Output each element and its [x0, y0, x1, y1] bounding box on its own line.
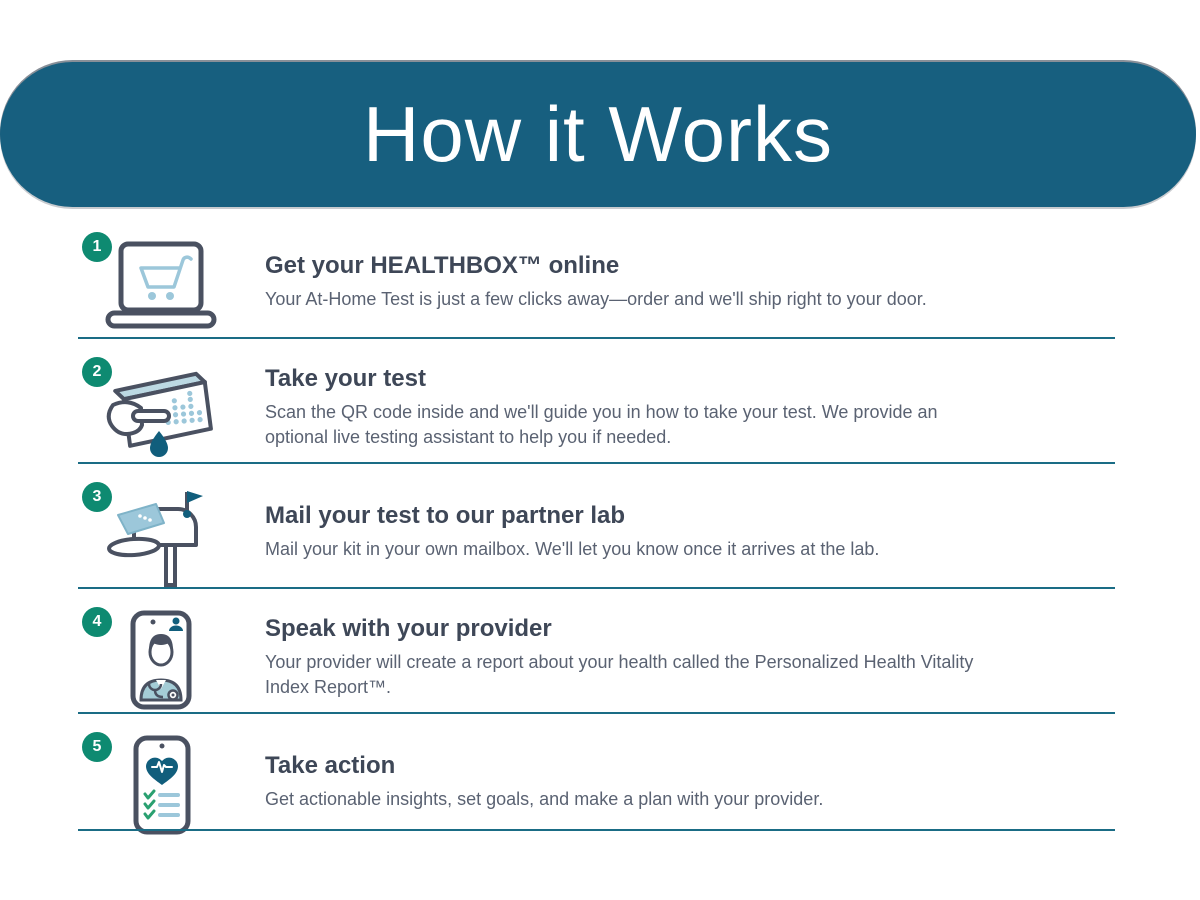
page-title: How it Works: [363, 90, 833, 178]
step-title: Take action: [265, 752, 396, 779]
step-text-3: [265, 482, 1115, 582]
step-number-badge: 2: [82, 357, 112, 387]
step-title: Mail your test to our partner lab: [265, 502, 626, 529]
video-call-icon: [100, 609, 222, 711]
step-description: Get actionable insights, set goals, and make a plan with your provider.: [265, 789, 824, 809]
step-number-badge: 1: [82, 232, 112, 262]
step-title: Get your HEALTHBOX™ online: [265, 252, 620, 279]
divider: [78, 712, 1115, 714]
step-text-5: [265, 732, 1115, 832]
step-row-5: [78, 732, 1115, 838]
divider: [78, 337, 1115, 339]
step-text-1: [265, 232, 1115, 332]
step-description: Index Report™.: [265, 676, 392, 697]
step-description: optional live testing assistant to help you if needed.: [265, 426, 672, 447]
step-text-4: [265, 607, 1115, 707]
step-description: Scan the QR code inside and we'll guide you in how to take your test. We provide an: [265, 401, 938, 422]
step-row-2: [78, 357, 1115, 463]
step-number-badge: 5: [82, 732, 112, 762]
mailbox-icon: [100, 484, 222, 586]
step-title: Take your test: [265, 364, 426, 392]
step-description: Your At-Home Test is just a few clicks away—order and we'll ship right to your door.: [265, 289, 927, 309]
step-number-badge: 4: [82, 607, 112, 637]
divider: [78, 587, 1115, 589]
step-row-1: [78, 232, 1115, 338]
step-title: Speak with your provider: [265, 614, 552, 642]
test-box-icon: [100, 359, 222, 461]
step-description: Mail your kit in your own mailbox. We'll let you know once it arrives at the lab.: [265, 539, 880, 559]
step-number-badge: 3: [82, 482, 112, 512]
steps-list: [78, 0, 1115, 900]
step-row-4: [78, 607, 1115, 713]
step-text-2: [265, 357, 1115, 457]
laptop-cart-icon: [100, 234, 222, 336]
divider: [78, 462, 1115, 464]
step-description: Your provider will create a report about your health called the Personalized Health Vitality: [265, 651, 974, 672]
step-row-3: [78, 482, 1115, 588]
divider: [78, 829, 1115, 831]
health-app-icon: [100, 734, 222, 836]
